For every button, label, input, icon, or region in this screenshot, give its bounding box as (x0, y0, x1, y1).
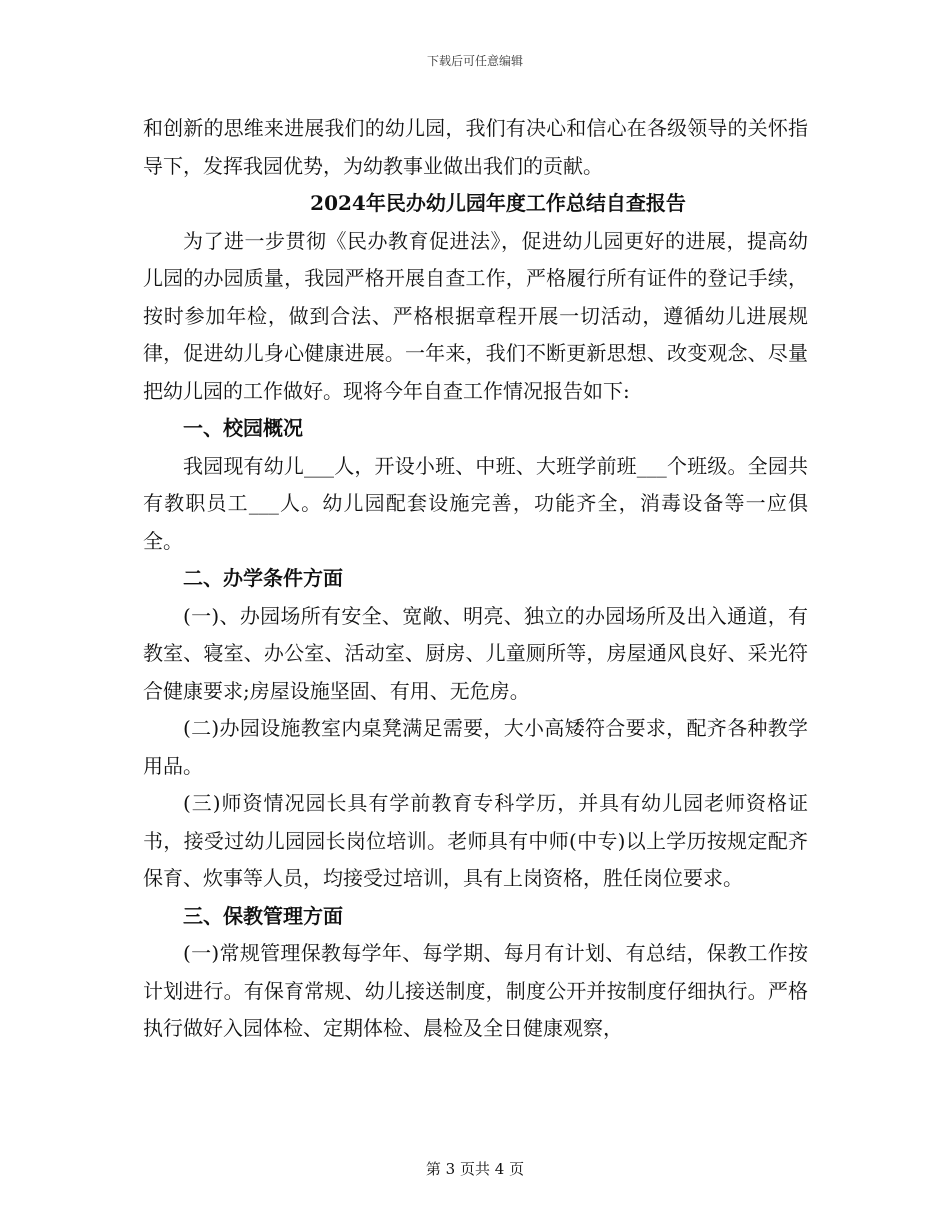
document-body (143, 110, 808, 1048)
school-conditions-paragraph-3: (三)师资情况园长具有学前教育专科学历，并具有幼儿园老师资格证书，接受过幼儿园园长岗位培训。老师具有中师(中专)以上学历按规定配齐保育、炊事等人员，均接受过培训，具有上岗资格，胜任岗位要求。 (143, 791, 808, 890)
care-education-paragraph-1: (一)常规管理保教每学年、每学期、每月有计划、有总结，保教工作按计划进行。有保育常规、幼儿接送制度，制度公开并按制度仔细执行。严格执行做好入园体检、定期体检、晨检及全日健康观察， (143, 941, 808, 1040)
section-heading-campus-overview: 一、校园概况 (183, 416, 303, 440)
school-conditions-paragraph-2: (二)办园设施教室内桌凳满足需要，大小高矮符合要求，配齐各种教学用品。 (143, 716, 808, 778)
school-conditions-paragraph-1: (一)、办园场所有安全、宽敞、明亮、独立的办园场所及出入通道，有教室、寝室、办公室、活动室、厨房、儿童厕所等，房屋通风良好、采光符合健康要求;房屋设施坚固、有用、无危房。 (143, 603, 808, 703)
intro-paragraph: 为了进一步贯彻《民办教育促进法》，促进幼儿园更好的进展，提高幼儿园的办园质量，我园严格开展自查工作，严格履行所有证件的登记手续，按时参加年检，做到合法、严格根据章程开展一切活动，遵循幼儿进展规律，促进幼儿身心健康进展。一年来，我们不断更新思想、改变观念、尽量把幼儿园的工作做好。现将今年自查工作情况报告如下: (143, 228, 808, 403)
continuation-paragraph: 和创新的思维来进展我们的幼儿园，我们有决心和信心在各级领导的关怀指导下，发挥我园优势，为幼教事业做出我们的贡献。 (143, 116, 808, 178)
section-heading-care-education: 三、保教管理方面 (183, 903, 343, 928)
page-number-footer: 第 3 页共 4 页 (425, 1160, 525, 1178)
page-header-note: 下载后可任意编辑 (426, 54, 523, 68)
report-title: 2024年民办幼儿园年度工作总结自查报告 (310, 191, 686, 215)
section-heading-school-conditions: 二、办学条件方面 (183, 566, 343, 590)
campus-overview-paragraph: 我园现有幼儿___人，开设小班、中班、大班学前班___个班级。全园共有教职员工___人。幼儿园配套设施完善，功能齐全，消毒设备等一应俱全。 (143, 453, 808, 553)
